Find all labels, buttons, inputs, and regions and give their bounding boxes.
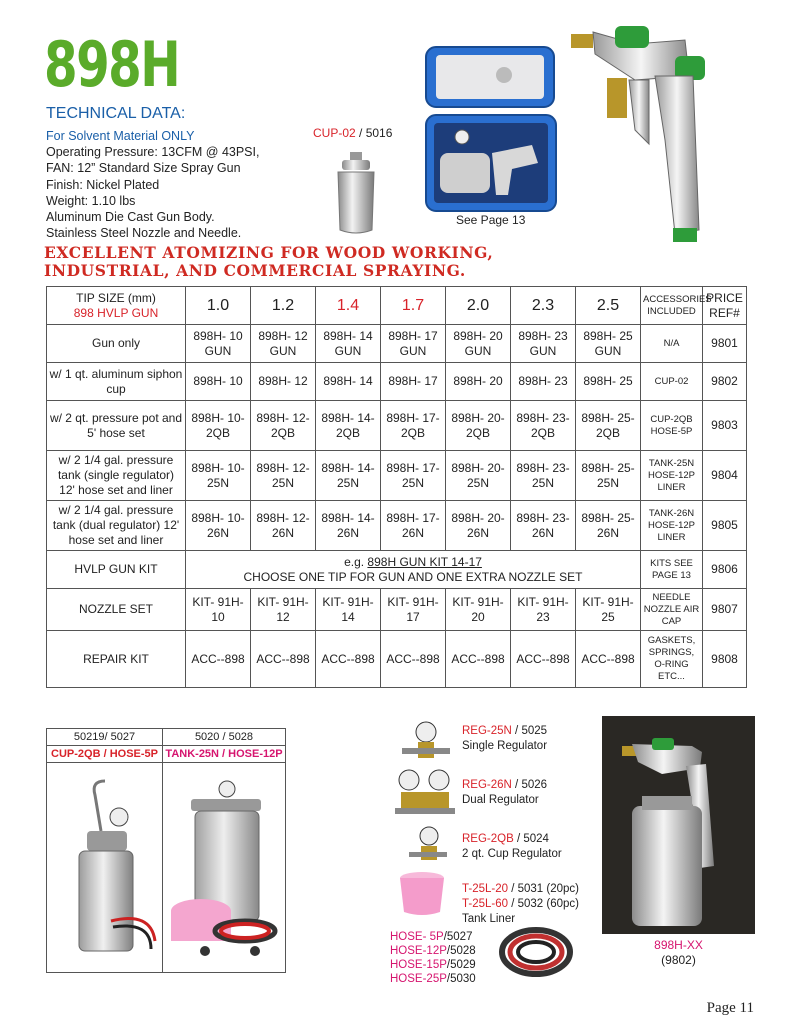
row-ref: 9806 (703, 551, 747, 589)
model-cell: KIT- 91H-25 (576, 589, 641, 631)
liner-caption (462, 882, 579, 927)
row-label: REPAIR KIT (47, 631, 186, 688)
table-row (47, 401, 747, 451)
model-cell: 898H- 20-25N (446, 451, 511, 501)
model-cell: 898H- 20 (446, 363, 511, 401)
headline-line2: INDUSTRIAL, AND COMMERCIAL SPRAYING. (44, 261, 466, 280)
tank-number: 5020 / 5028 (163, 729, 286, 746)
model-cell: 898H- 23-2QB (511, 401, 576, 451)
reg26-num: / 5026 (511, 779, 548, 791)
model-cell: 898H- 23-25N (511, 451, 576, 501)
hose-image (498, 922, 574, 982)
model-cell: 898H- 14-26N (316, 501, 381, 551)
model-cell: KIT- 91H-10 (186, 589, 251, 631)
table-row (47, 451, 747, 501)
cup02-num: / 5016 (355, 126, 393, 140)
cup02-code: CUP-02 (313, 126, 356, 140)
carry-case-image (422, 45, 560, 213)
table-row (47, 501, 747, 551)
reg2qb-caption (462, 832, 562, 862)
model-cell: 898H- 14-2QB (316, 401, 381, 451)
model-cell: KIT- 91H-12 (251, 589, 316, 631)
pressure-tank-image (165, 771, 283, 961)
hose-item (390, 944, 476, 958)
row-accessories: GASKETS, SPRINGS, O-RING ETC... (641, 631, 703, 688)
model-cell: 898H- 20-26N (446, 501, 511, 551)
repair-row (47, 631, 747, 688)
tip-size-label: TIP SIZE (mm) (76, 290, 156, 305)
hose-code: HOSE-25P (390, 973, 447, 985)
model-cell: 898H- 25-26N (576, 501, 641, 551)
headline (44, 244, 493, 280)
pot-image-cell (47, 763, 163, 973)
reg26-desc: Dual Regulator (462, 794, 539, 806)
row-label: HVLP GUN KIT (47, 551, 186, 589)
model-cell: 898H- 20-2QB (446, 401, 511, 451)
spec-list (46, 128, 259, 241)
spec-line: FAN: 12” Standard Size Spray Gun (46, 161, 241, 176)
reg25-caption (462, 724, 547, 754)
model-cell: KIT- 91H-17 (381, 589, 446, 631)
kit-row (47, 551, 747, 589)
row-accessories: NEEDLE NOZZLE AIR CAP (641, 589, 703, 631)
row-ref: 9808 (703, 631, 747, 688)
model-cell: 898H- 20 GUN (446, 325, 511, 363)
hose-list (390, 930, 476, 986)
hose-code: HOSE- 5P (390, 931, 444, 943)
hose-code: HOSE-12P (390, 945, 447, 957)
spec-line: Aluminum Die Cast Gun Body. (46, 210, 215, 225)
dual-regulator-image (393, 768, 457, 820)
size-header: 1.0 (186, 287, 251, 325)
model-cell: 898H- 14 (316, 363, 381, 401)
table-header-row (47, 287, 747, 325)
reg26-caption (462, 778, 547, 808)
row-accessories: CUP-02 (641, 363, 703, 401)
model-cell: 898H- 25 (576, 363, 641, 401)
nozzle-row (47, 589, 747, 631)
tank-image-cell (163, 763, 286, 973)
single-regulator-image (398, 720, 453, 765)
reg2qb-code: REG-2QB (462, 833, 514, 845)
page-number: Page 11 (706, 1000, 754, 1016)
gun-label: 898 HVLP GUN (73, 305, 159, 320)
model-cell: 898H- 23 GUN (511, 325, 576, 363)
hose-num: /5028 (446, 945, 476, 957)
size-header: 2.5 (576, 287, 641, 325)
gun-cup-ref: (9802) (661, 953, 696, 967)
model-cell: 898H- 10-2QB (186, 401, 251, 451)
cup-regulator-image (405, 824, 450, 866)
pot-label: CUP-2QB / HOSE-5P (47, 746, 163, 763)
headline-line1: EXCELLENT ATOMIZING FOR WOOD WORKING, (44, 243, 494, 262)
model-cell: ACC--898 (576, 631, 641, 688)
size-header: 1.4 (316, 287, 381, 325)
hose-num: /5030 (446, 973, 476, 985)
row-label: w/ 2 1/4 gal. pressure tank (dual regulator) 12' hose set and liner (47, 501, 186, 551)
model-cell: KIT- 91H-14 (316, 589, 381, 631)
size-header: 1.7 (381, 287, 446, 325)
model-cell: ACC--898 (251, 631, 316, 688)
pot-number: 50219/ 5027 (47, 729, 163, 746)
table-row (47, 363, 747, 401)
model-cell: 898H- 23-26N (511, 501, 576, 551)
model-cell: 898H- 14-25N (316, 451, 381, 501)
model-cell: 898H- 12-25N (251, 451, 316, 501)
model-cell: 898H- 17-26N (381, 501, 446, 551)
hose-item (390, 958, 476, 972)
tech-data-title: TECHNICAL DATA: (46, 105, 186, 122)
size-header: 2.3 (511, 287, 576, 325)
row-ref: 9803 (703, 401, 747, 451)
model-cell: KIT- 91H-20 (446, 589, 511, 631)
reg26-code: REG-26N (462, 779, 512, 791)
model-cell: ACC--898 (446, 631, 511, 688)
size-header: 1.2 (251, 287, 316, 325)
model-cell: 898H- 17 GUN (381, 325, 446, 363)
model-cell: KIT- 91H-23 (511, 589, 576, 631)
siphon-cup-image (328, 150, 384, 238)
gun-cup-image (602, 716, 755, 934)
spec-line: Finish: Nickel Plated (46, 177, 160, 192)
tip-size-header (47, 287, 186, 325)
row-label: Gun only (47, 325, 186, 363)
reg25-code: REG-25N (462, 725, 512, 737)
spray-gun-image (565, 20, 735, 250)
kit-prefix: e.g. (344, 554, 368, 569)
model-cell: 898H- 23 (511, 363, 576, 401)
tank-label: TANK-25N / HOSE-12P (163, 746, 286, 763)
model-cell: 898H- 12-2QB (251, 401, 316, 451)
kit-description (186, 551, 641, 589)
reg2qb-num: / 5024 (513, 833, 549, 845)
model-cell: 898H- 10-26N (186, 501, 251, 551)
spec-line: Weight: 1.10 lbs (46, 193, 136, 208)
row-ref: 9801 (703, 325, 747, 363)
reg25-desc: Single Regulator (462, 740, 548, 752)
model-cell: ACC--898 (186, 631, 251, 688)
model-cell: ACC--898 (316, 631, 381, 688)
spec-line: For Solvent Material ONLY (46, 129, 195, 143)
t20-num: / 5031 (20pc) (508, 883, 579, 895)
model-cell: 898H- 12 (251, 363, 316, 401)
gun-cup-caption (602, 938, 755, 968)
pot-tank-table (46, 728, 286, 973)
model-cell: 898H- 12-26N (251, 501, 316, 551)
row-accessories: TANK-25N HOSE-12P LINER (641, 451, 703, 501)
model-cell: 898H- 17-2QB (381, 401, 446, 451)
row-accessories: KITS SEE PAGE 13 (641, 551, 703, 589)
kit-example: 898H GUN KIT 14-17 (367, 554, 482, 569)
t60-code: T-25L-60 (462, 898, 509, 910)
model-cell: 898H- 17 (381, 363, 446, 401)
gun-cup-code: 898H-XX (654, 938, 703, 952)
accessories-header: ACCESSORIES INCLUDED (641, 287, 703, 325)
model-cell: 898H- 10 (186, 363, 251, 401)
row-accessories: TANK-26N HOSE-12P LINER (641, 501, 703, 551)
row-ref: 9804 (703, 451, 747, 501)
model-cell: 898H- 25-2QB (576, 401, 641, 451)
kit-instruction: CHOOSE ONE TIP FOR GUN AND ONE EXTRA NOZZLE SET (243, 569, 583, 584)
row-ref: 9802 (703, 363, 747, 401)
model-cell: 898H- 14 GUN (316, 325, 381, 363)
reg2qb-desc: 2 qt. Cup Regulator (462, 848, 562, 860)
row-label: NOZZLE SET (47, 589, 186, 631)
hose-num: /5027 (443, 931, 473, 943)
product-table (46, 286, 747, 688)
hose-num: /5029 (446, 959, 476, 971)
hose-item (390, 972, 476, 986)
row-accessories: N/A (641, 325, 703, 363)
model-cell: 898H- 17-25N (381, 451, 446, 501)
model-cell: 898H- 25 GUN (576, 325, 641, 363)
table-row (47, 325, 747, 363)
t20-code: T-25L-20 (462, 883, 509, 895)
see-page-caption: See Page 13 (456, 213, 526, 227)
model-cell: 898H- 10 GUN (186, 325, 251, 363)
gun-cup-photo (602, 716, 755, 934)
hose-item (390, 930, 476, 944)
cup02-caption (313, 126, 392, 140)
row-label: w/ 2 qt. pressure pot and 5' hose set (47, 401, 186, 451)
model-title: 898H (44, 28, 180, 101)
model-cell: ACC--898 (511, 631, 576, 688)
pressure-pot-image (51, 771, 159, 961)
size-header: 2.0 (446, 287, 511, 325)
spec-line: Stainless Steel Nozzle and Needle. (46, 226, 242, 241)
price-header: PRICE REF# (703, 287, 747, 325)
model-cell: 898H- 10-25N (186, 451, 251, 501)
liner-desc: Tank Liner (462, 913, 516, 925)
row-ref: 9807 (703, 589, 747, 631)
row-label: w/ 2 1/4 gal. pressure tank (single regulator) 12' hose set and liner (47, 451, 186, 501)
model-cell: 898H- 12 GUN (251, 325, 316, 363)
row-label: w/ 1 qt. aluminum siphon cup (47, 363, 186, 401)
t60-num: / 5032 (60pc) (508, 898, 579, 910)
hose-code: HOSE-15P (390, 959, 447, 971)
model-cell: 898H- 25-25N (576, 451, 641, 501)
row-accessories: CUP-2QB HOSE-5P (641, 401, 703, 451)
row-ref: 9805 (703, 501, 747, 551)
tank-liner-image (398, 870, 446, 918)
model-cell: ACC--898 (381, 631, 446, 688)
spec-line: Operating Pressure: 13CFM @ 43PSI, (46, 145, 260, 160)
reg25-num: / 5025 (511, 725, 548, 737)
